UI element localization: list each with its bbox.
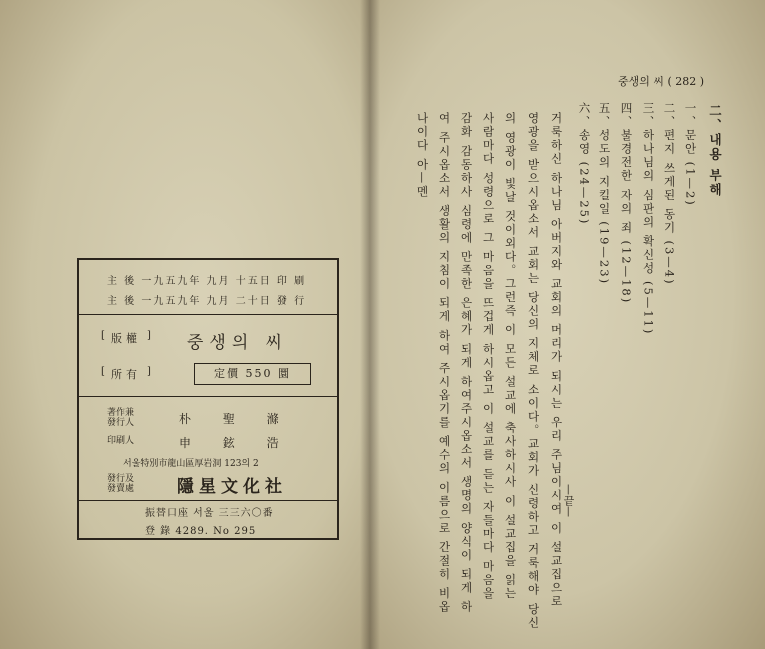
author-role: 著作兼 發行人 bbox=[107, 408, 135, 428]
rights-label-2: 所有 bbox=[111, 368, 141, 381]
text-column: 사람마다 성령으로 그 마음을 뜨겁게 하시옵고 이 설교를 듣는 자들마다 마음을 bbox=[481, 112, 496, 601]
left-page bbox=[0, 0, 370, 649]
author-name: 朴 聖 滌 bbox=[179, 412, 293, 426]
end-marker: —끝— bbox=[562, 484, 575, 517]
publisher-role: 發行及 發賣處 bbox=[107, 474, 135, 494]
postal-account: 振替口座 서울 三三六〇番 bbox=[145, 508, 274, 519]
publisher-address: 서울特別市龍山區厚岩洞 123의 2 bbox=[123, 459, 259, 469]
printer-name: 申 鉉 浩 bbox=[179, 436, 293, 450]
rights-notice: [ ] 版權 [ ] 所有 bbox=[101, 330, 151, 381]
text-column: 四、불경전한 자의 죄 (12—18) bbox=[619, 102, 634, 305]
print-date: 主 後 一九五九年 九月 十五日 印 刷 bbox=[107, 276, 307, 287]
colophon-box bbox=[77, 258, 339, 540]
running-header: 중생의 씨 ( 282 ) bbox=[618, 75, 705, 88]
printer-role: 印刷人 bbox=[107, 436, 135, 446]
price-box: 定價 550 圜 bbox=[194, 363, 311, 385]
text-column: 六、송영 (24—25) bbox=[577, 102, 592, 226]
text-column: 나이다 아—멘 bbox=[415, 112, 430, 199]
text-column: 감화 감동하사 심령에 만족한 은혜가 되게 하여주시옵소서 생명의 양식이 되게 하 bbox=[459, 112, 474, 615]
book-title: 중생의 씨 bbox=[187, 333, 289, 353]
text-column: 여 주시옵소서 생활의 지침이 되게 하여 주시옵기를 예수의 이름으로 간절히 비옵 bbox=[437, 112, 452, 615]
text-column: 一、문안 (1—2) bbox=[683, 102, 698, 207]
right-page bbox=[370, 0, 765, 649]
text-column: 거룩하신 하나님 아버지와 교회의 머리가 되시는 우리 주님이시여 이 설교집으로 bbox=[549, 112, 564, 609]
rights-label: 版權 bbox=[111, 332, 141, 345]
text-column: 의 영광이 빛날 것이외다。그런즉 이 모든 설교에 축사하시사 이 설교집을 읽는 bbox=[503, 112, 518, 601]
text-column: 영광을 받으시옵소서 교회는 당신의 지체로 소이다。교회가 신령하고 거룩해야 당신 bbox=[526, 112, 541, 630]
text-column: 三、하나님의 심판의 확신성 (5—11) bbox=[641, 102, 656, 336]
registration-number: 登 錄 4289. No 295 bbox=[145, 526, 257, 537]
text-column: 五、성도의 지킬일 (19—23) bbox=[597, 102, 612, 286]
section-heading: 二、내용 부해 bbox=[707, 104, 723, 198]
divider bbox=[79, 396, 337, 397]
divider bbox=[79, 314, 337, 315]
book-gutter bbox=[360, 0, 380, 649]
text-column: 二、편지 쓰게된 동기 (3—4) bbox=[662, 102, 677, 286]
publisher-name: 隱星文化社 bbox=[177, 477, 287, 497]
publish-date: 主 後 一九五九年 九月 二十日 發 行 bbox=[107, 296, 307, 307]
divider bbox=[79, 500, 337, 501]
